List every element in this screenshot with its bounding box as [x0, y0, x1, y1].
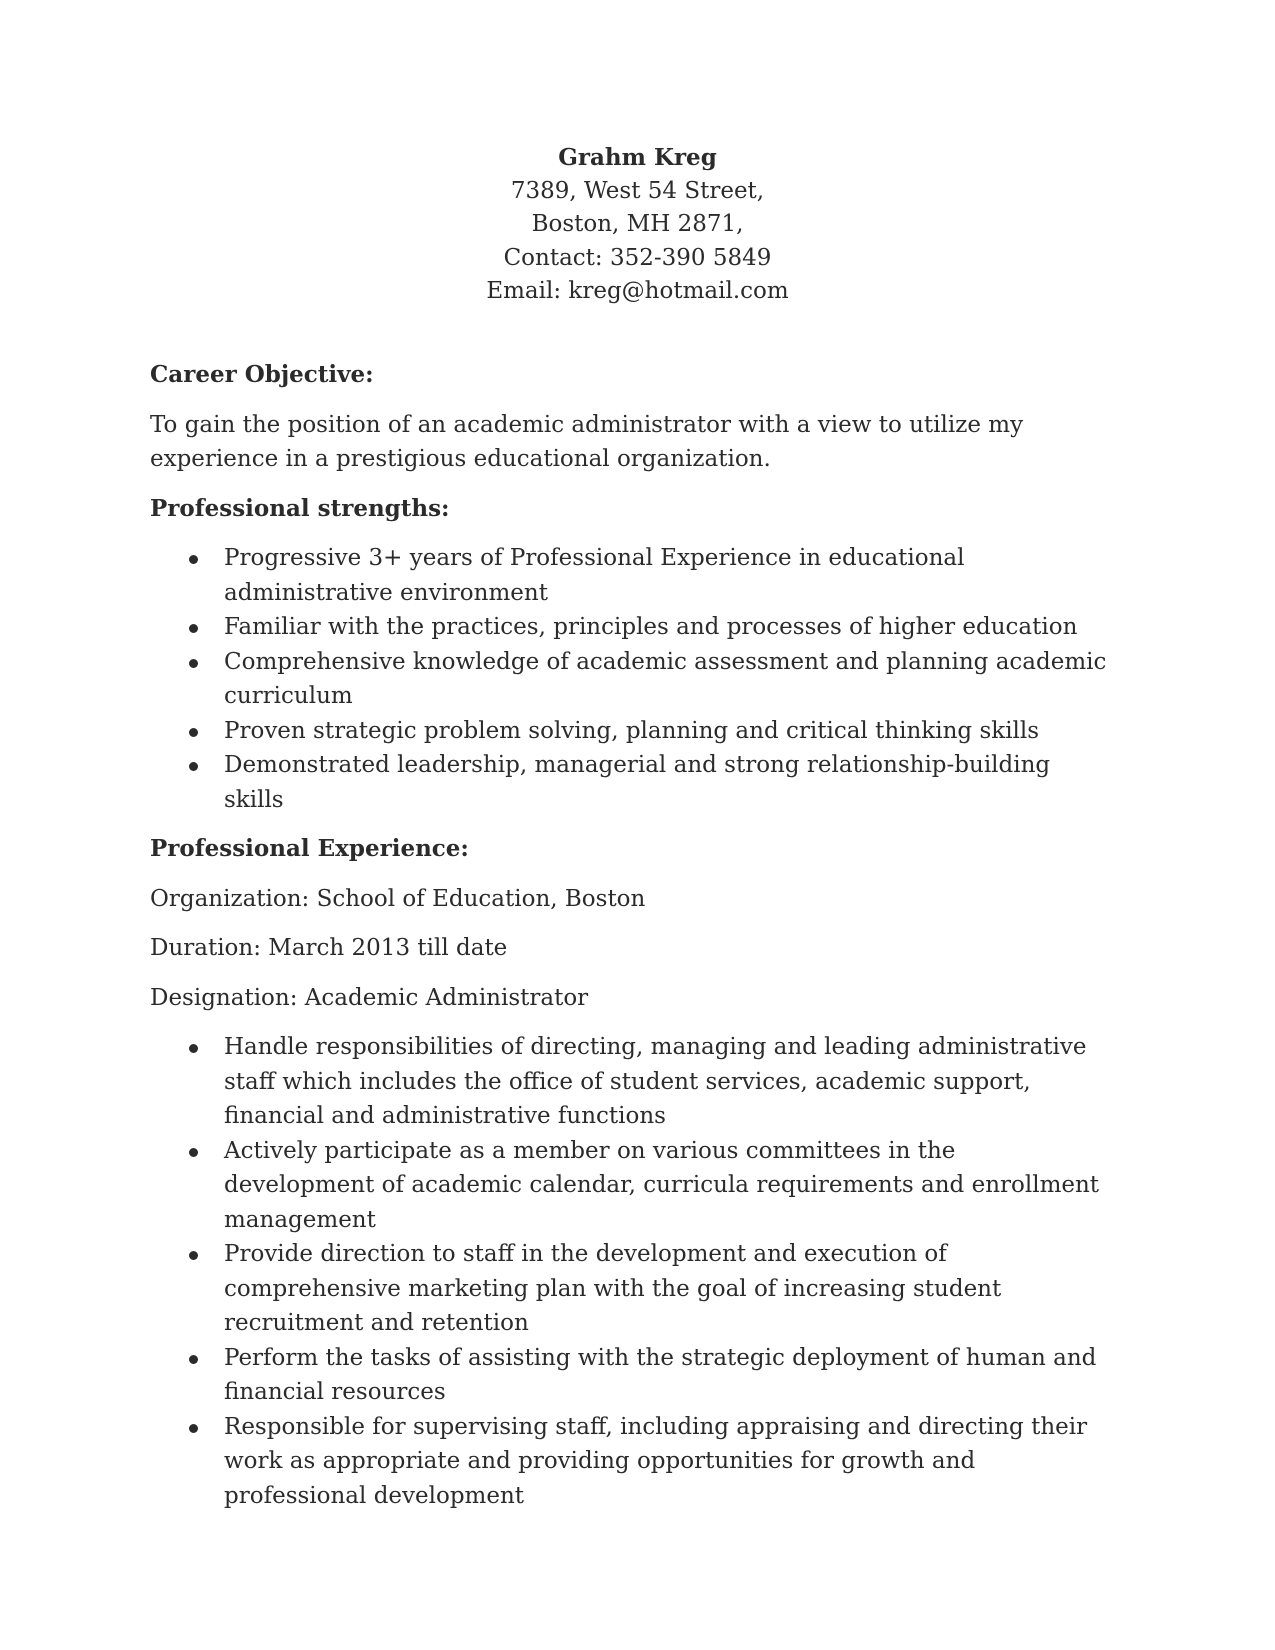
resume-header: [0, 141, 1275, 309]
bullet-icon: [189, 762, 198, 771]
list-item-text: Handle responsibilities of directing, managing and leading administrative staff which includes the office of student services, academic support, financial and administrative functions: [224, 1034, 1087, 1129]
resume-body: [150, 358, 1110, 1528]
list-item-text: Proven strategic problem solving, planning and critical thinking skills: [224, 717, 1040, 744]
list-item-text: Demonstrated leadership, managerial and strong relationship-building skills: [224, 752, 1051, 813]
bullet-icon: [189, 728, 198, 737]
experience-heading: Professional Experience:: [150, 835, 469, 862]
career-objective-heading: Career Objective:: [150, 361, 374, 388]
list-item-text: Responsible for supervising staff, including appraising and directing their work as appropriate and providing opportunities for growth and professional development: [224, 1413, 1088, 1509]
list-item-text: Provide direction to staff in the development and execution of comprehensive marketing plan with the goal of increasing student recruitment and retention: [224, 1241, 1002, 1336]
experience-designation: Designation: Academic Administrator: [150, 984, 589, 1011]
list-item: [150, 1237, 1110, 1341]
experience-organization: Organization: School of Education, Boston: [150, 885, 646, 912]
strengths-list: [150, 541, 1110, 817]
list-item: [150, 1030, 1110, 1134]
bullet-icon: [189, 555, 198, 564]
bullet-icon: [189, 1044, 198, 1053]
bullet-icon: [189, 1424, 198, 1433]
bullet-icon: [189, 1148, 198, 1157]
career-objective-text: To gain the position of an academic administrator with a view to utilize my experience in a prestigious educational organization.: [150, 411, 1024, 472]
contact-phone: Contact: 352-390 5849: [503, 244, 772, 271]
list-item: [150, 645, 1110, 714]
address-line-1: 7389, West 54 Street,: [510, 177, 765, 204]
list-item: [150, 1134, 1110, 1238]
list-item: [150, 748, 1110, 817]
list-item: [150, 610, 1110, 645]
bullet-icon: [189, 1355, 198, 1364]
candidate-name: Grahm Kreg: [558, 144, 717, 171]
list-item-text: Familiar with the practices, principles and processes of higher education: [224, 614, 1078, 640]
bullet-icon: [189, 624, 198, 633]
list-item: [150, 1410, 1110, 1514]
list-item-text: Progressive 3+ years of Professional Experience in educational administrative environment: [224, 545, 965, 606]
list-item-text: Actively participate as a member on various committees in the development of academic calendar, curricula requirements and enrollment management: [224, 1137, 1100, 1233]
bullet-icon: [189, 1251, 198, 1260]
list-item: [150, 714, 1110, 749]
address-line-2: Boston, MH 2871,: [531, 211, 744, 237]
list-item: [150, 541, 1110, 610]
experience-list: [150, 1030, 1110, 1513]
strengths-heading: Professional strengths:: [150, 494, 450, 522]
list-item-text: Comprehensive knowledge of academic assessment and planning academic curriculum: [224, 648, 1107, 709]
contact-email: Email: kreg@hotmail.com: [486, 278, 789, 304]
experience-duration: Duration: March 2013 till date: [150, 935, 508, 961]
list-item: [150, 1341, 1110, 1410]
list-item-text: Perform the tasks of assisting with the strategic deployment of human and financial resources: [224, 1344, 1097, 1405]
bullet-icon: [189, 659, 198, 668]
